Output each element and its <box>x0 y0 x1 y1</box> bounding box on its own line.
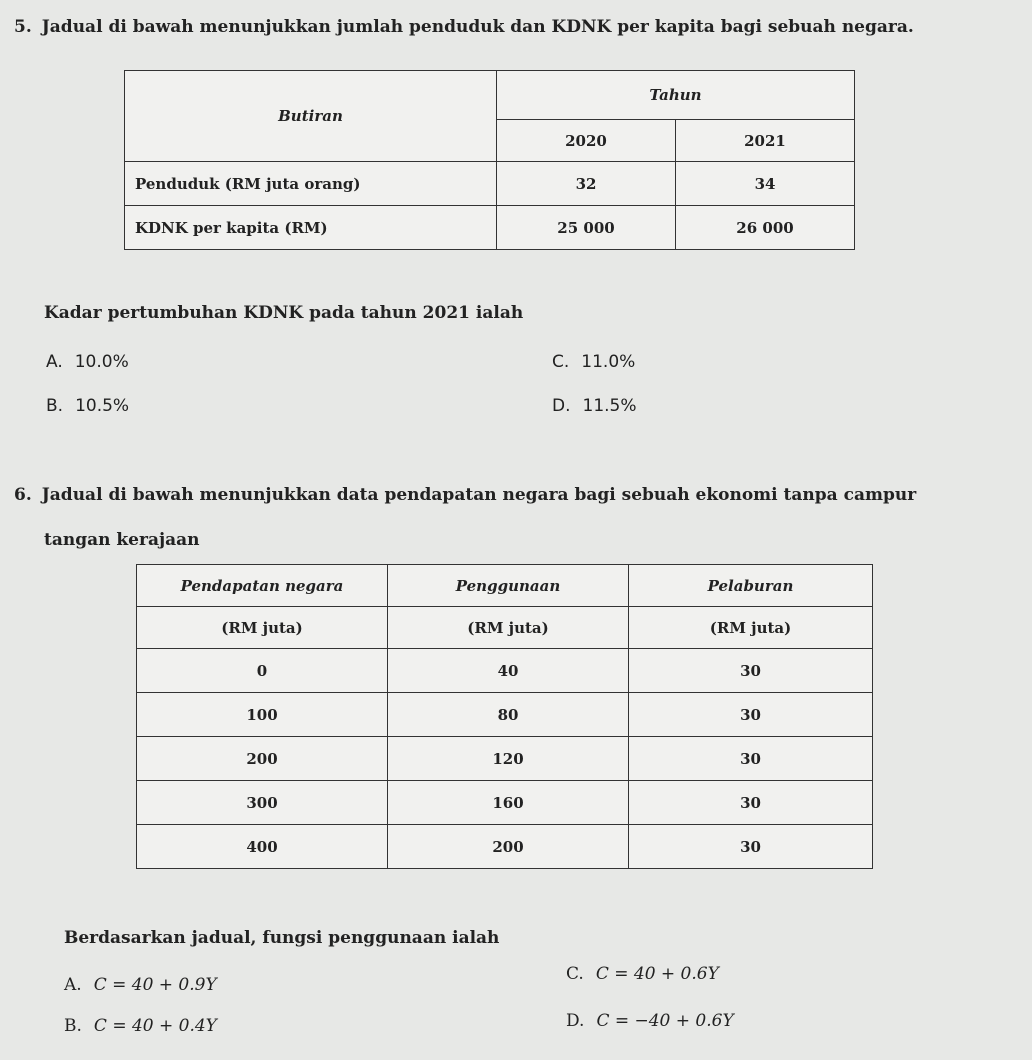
question-6-stem-line1: Jadual di bawah menunjukkan data pendapatan negara bagi sebuah ekonomi tanpa campur <box>41 485 917 505</box>
cell-value: 40 <box>388 649 629 693</box>
header-pelaburan: Pelaburan <box>629 565 873 607</box>
header-penggunaan: Penggunaan <box>388 565 629 607</box>
question-6-text <box>14 485 916 505</box>
option-letter: A. <box>64 975 82 995</box>
header-tahun: Tahun <box>497 71 855 120</box>
cell-value: 100 <box>137 693 388 737</box>
question-5-number: 5. <box>14 17 32 37</box>
cell-value: 30 <box>629 737 873 781</box>
table-row <box>125 162 855 206</box>
cell-value: 32 <box>497 162 676 206</box>
table-row <box>137 825 873 869</box>
option-b[interactable] <box>46 396 129 416</box>
cell-value: 200 <box>388 825 629 869</box>
option-c[interactable] <box>552 352 635 372</box>
option-c[interactable] <box>566 964 719 984</box>
option-text: C = 40 + 0.6Y <box>595 964 719 984</box>
header-unit: (RM juta) <box>388 607 629 649</box>
cell-value: 30 <box>629 693 873 737</box>
table-row <box>137 781 873 825</box>
cell-value: 400 <box>137 825 388 869</box>
option-letter: A. <box>46 352 63 372</box>
option-letter: B. <box>64 1016 82 1036</box>
row-label: KDNK per kapita (RM) <box>125 206 497 250</box>
table-row <box>137 693 873 737</box>
option-text: 11.5% <box>582 396 637 416</box>
option-d[interactable] <box>566 1011 734 1031</box>
header-pendapatan: Pendapatan negara <box>137 565 388 607</box>
row-label: Penduduk (RM juta orang) <box>125 162 497 206</box>
question-5-stem: Jadual di bawah menunjukkan jumlah penduduk dan KDNK per kapita bagi sebuah negara. <box>41 17 914 37</box>
option-letter: D. <box>552 396 571 416</box>
option-d[interactable] <box>552 396 637 416</box>
question-6-stem-line2: tangan kerajaan <box>44 530 200 550</box>
cell-value: 80 <box>388 693 629 737</box>
table-row <box>125 206 855 250</box>
option-letter: C. <box>552 352 570 372</box>
option-letter: B. <box>46 396 64 416</box>
option-letter: D. <box>566 1011 585 1031</box>
cell-value: 0 <box>137 649 388 693</box>
question-6-prompt: Berdasarkan jadual, fungsi penggunaan ialah <box>64 928 500 948</box>
cell-value: 34 <box>676 162 855 206</box>
cell-value: 30 <box>629 825 873 869</box>
option-b[interactable] <box>64 1016 217 1036</box>
question-6-number: 6. <box>14 485 32 505</box>
cell-value: 200 <box>137 737 388 781</box>
header-unit: (RM juta) <box>137 607 388 649</box>
table-row <box>137 737 873 781</box>
option-text: 10.0% <box>74 352 129 372</box>
question-5-prompt: Kadar pertumbuhan KDNK pada tahun 2021 ialah <box>44 303 524 323</box>
header-year-2021: 2021 <box>676 120 855 162</box>
option-a[interactable] <box>64 975 217 995</box>
question-6-table <box>136 564 873 869</box>
header-year-2020: 2020 <box>497 120 676 162</box>
option-letter: C. <box>566 964 584 984</box>
cell-value: 300 <box>137 781 388 825</box>
cell-value: 30 <box>629 781 873 825</box>
header-unit: (RM juta) <box>629 607 873 649</box>
cell-value: 26 000 <box>676 206 855 250</box>
header-butiran: Butiran <box>125 71 497 162</box>
option-text: C = −40 + 0.6Y <box>596 1011 734 1031</box>
cell-value: 30 <box>629 649 873 693</box>
option-a[interactable] <box>46 352 129 372</box>
cell-value: 160 <box>388 781 629 825</box>
option-text: 11.0% <box>581 352 636 372</box>
question-5-text <box>14 17 914 37</box>
table-row <box>137 649 873 693</box>
cell-value: 25 000 <box>497 206 676 250</box>
cell-value: 120 <box>388 737 629 781</box>
option-text: C = 40 + 0.4Y <box>93 1016 217 1036</box>
option-text: 10.5% <box>75 396 130 416</box>
question-5-table <box>124 70 855 250</box>
option-text: C = 40 + 0.9Y <box>93 975 217 995</box>
